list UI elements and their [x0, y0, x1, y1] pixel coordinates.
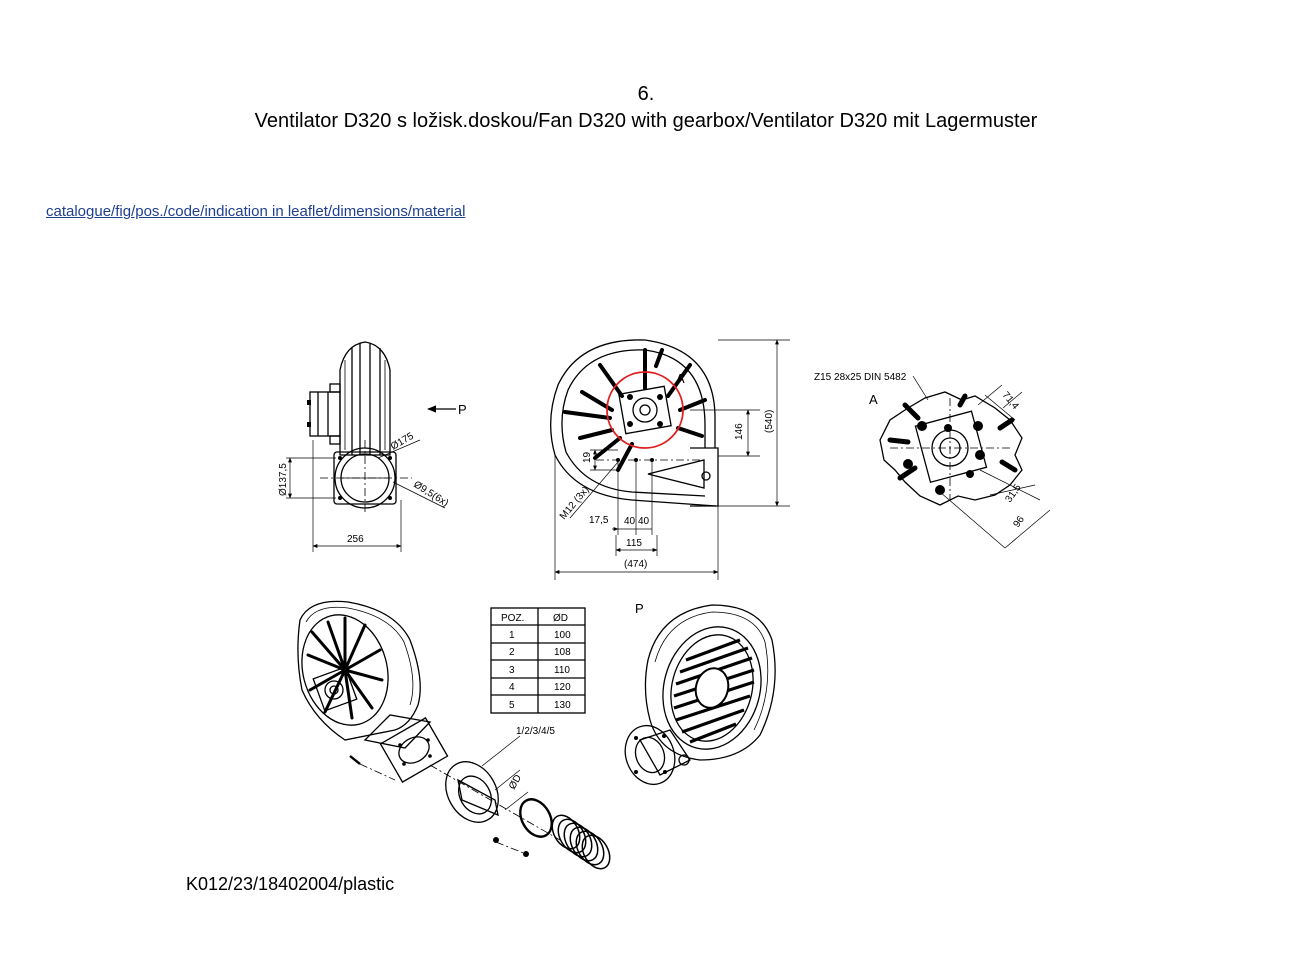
front-view [551, 340, 790, 580]
detail-view-a [814, 372, 1050, 548]
product-code: K012/23/18402004/plastic [186, 874, 395, 894]
isometric-p-view [617, 601, 775, 791]
table-row-4-poz: 4 [509, 682, 515, 693]
section-number: 6. [637, 83, 655, 105]
size-table [491, 608, 585, 713]
dim-96: 96 [1011, 514, 1027, 530]
arrow-p-label: P [458, 402, 467, 417]
detail-a-label: A [869, 392, 878, 407]
dim-256: 256 [347, 534, 364, 545]
dim-40b: 40 [638, 516, 650, 527]
isometric-exploded-view [290, 601, 615, 873]
spline-label: Z15 28x25 DIN 5482 [814, 372, 907, 383]
document-title: Ventilator D320 s ložisk.doskou/Fan D320 with gearbox/Ventilator D320 mit Lagermuster [254, 110, 1038, 132]
dim-m12: M12 (3x) [557, 484, 592, 522]
table-row-2-od: 108 [554, 647, 571, 658]
dim-714: 71,4 [999, 389, 1021, 412]
dim-d95: Ø9,5(6x) [411, 479, 451, 510]
table-row-5-poz: 5 [509, 700, 515, 711]
dim-474: (474) [624, 559, 648, 570]
dim-d1375: Ø137,5 [278, 463, 289, 496]
side-view [278, 342, 467, 552]
table-row-3-poz: 3 [509, 665, 515, 676]
table-row-2-poz: 2 [509, 647, 515, 658]
dim-146: 146 [734, 423, 745, 440]
dim-115: 115 [626, 538, 642, 549]
table-row-1-od: 100 [554, 630, 571, 641]
od-label: ØD [507, 773, 525, 792]
dim-315: 31,5 [1003, 482, 1024, 505]
view-p-label: P [635, 601, 644, 616]
dim-d175: Ø175 [389, 430, 416, 453]
callout-label: 1/2/3/4/5 [516, 726, 555, 737]
table-header-od: ØD [553, 613, 568, 624]
table-row-5-od: 130 [554, 700, 571, 711]
dim-540: (540) [764, 409, 775, 433]
view-a-label: A [676, 371, 685, 386]
table-row-1-poz: 1 [509, 630, 515, 641]
index-link[interactable]: catalogue/fig/pos./code/indication in leaflet/dimensions/material [46, 203, 466, 220]
dim-40a: 40 [624, 516, 636, 527]
table-header-poz: POZ. [501, 613, 525, 624]
dim-19: 19 [582, 451, 593, 463]
table-row-4-od: 120 [554, 682, 571, 693]
dim-175: 17,5 [589, 515, 609, 526]
table-row-3-od: 110 [554, 665, 570, 676]
